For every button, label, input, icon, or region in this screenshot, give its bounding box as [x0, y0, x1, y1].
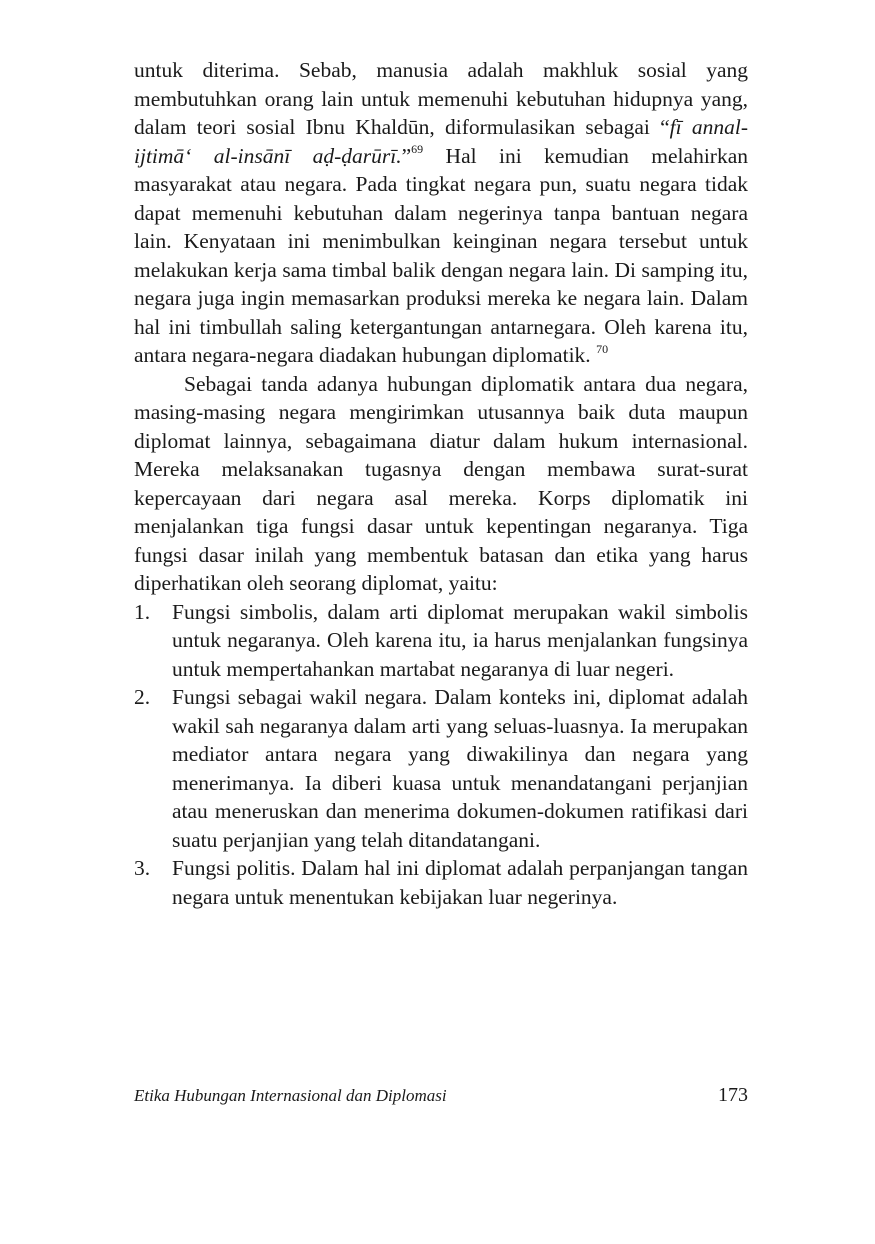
footnote-ref-70[interactable]: 70	[596, 341, 609, 356]
list-item-text: Fungsi simbolis, dalam arti diplomat merupakan wakil simbolis untuk negaranya. Oleh karena itu, ia harus menjalankan fungsinya untuk mempertahankan martabat negaranya di luar negeri.	[172, 599, 748, 681]
list-item-number: 2.	[134, 685, 151, 709]
list-item-number: 1.	[134, 599, 151, 624]
list-item-number: 3.	[134, 856, 151, 880]
list-item	[134, 683, 748, 854]
paragraph-1-body: Hal ini kemudian melahirkan masyarakat atau negara. Pada tingkat negara pun, suatu negara tidak dapat memenuhi kebutuhan dalam negerinya tanpa bantuan negara lain. Kenyataan ini menimbulkan keinginan negara tersebut untuk melakukan kerja sama timbal balik dengan negara lain. Di samping itu, negara juga ingin memasarkan produksi mereka ke negara lain. Dalam hal ini timbullah saling ketergantungan antarnegara. Oleh karena itu, antara negara-negara diadakan hubungan diplomatik.	[134, 143, 748, 367]
list-item-text: Fungsi sebagai wakil negara. Dalam konteks ini, diplomat adalah wakil sah negaranya dalam arti yang seluas-luasnya. Ia merupakan mediator antara negara yang diwakilinya dan negara yang menerimanya. Ia diberi kuasa untuk menandatangani perjanjian atau meneruskan dan menerima dokumen-dokumen ratifikasi dari suatu perjanjian yang telah ditandatangani.	[172, 685, 748, 852]
list-item-text: Fungsi politis. Dalam hal ini diplomat adalah perpanjangan tangan negara untuk menentukan kebijakan luar negerinya.	[172, 856, 748, 909]
page-body	[134, 56, 748, 911]
arabic-phrase: fī annal-ijtimā‘ al-insānī aḍ-ḍarūrī.	[134, 115, 748, 168]
closing-quote: ”	[401, 143, 412, 168]
paragraph-1	[134, 56, 748, 370]
page-number: 173	[718, 1084, 748, 1106]
footnote-ref-69[interactable]: 69	[411, 142, 424, 157]
paragraph-1-lead: untuk diterima. Sebab, manusia adalah makhluk sosial yang membutuhkan orang lain untuk memenuhi kebutuhan hidupnya yang, dalam teori sosial Ibnu Khaldūn, diformulasikan sebagai “	[134, 58, 748, 139]
list-item	[134, 854, 748, 911]
diplomatic-functions-list	[134, 598, 748, 912]
list-item	[134, 598, 748, 684]
running-footer-title: Etika Hubungan Internasional dan Diplomasi	[134, 1086, 447, 1105]
paragraph-2: Sebagai tanda adanya hubungan diplomatik antara dua negara, masing-masing negara mengirimkan utusannya baik duta maupun diplomat lainnya, sebagaimana diatur dalam hukum internasional. Mereka melaksanakan tugasnya dengan membawa surat-surat kepercayaan dari negara asal mereka. Korps diplomatik ini menjalankan tiga fungsi dasar untuk kepentingan negaranya. Tiga fungsi dasar inilah yang membentuk batasan dan etika yang harus diperhatikan oleh seorang diplomat, yaitu:	[134, 371, 748, 595]
page-footer	[134, 1084, 748, 1114]
